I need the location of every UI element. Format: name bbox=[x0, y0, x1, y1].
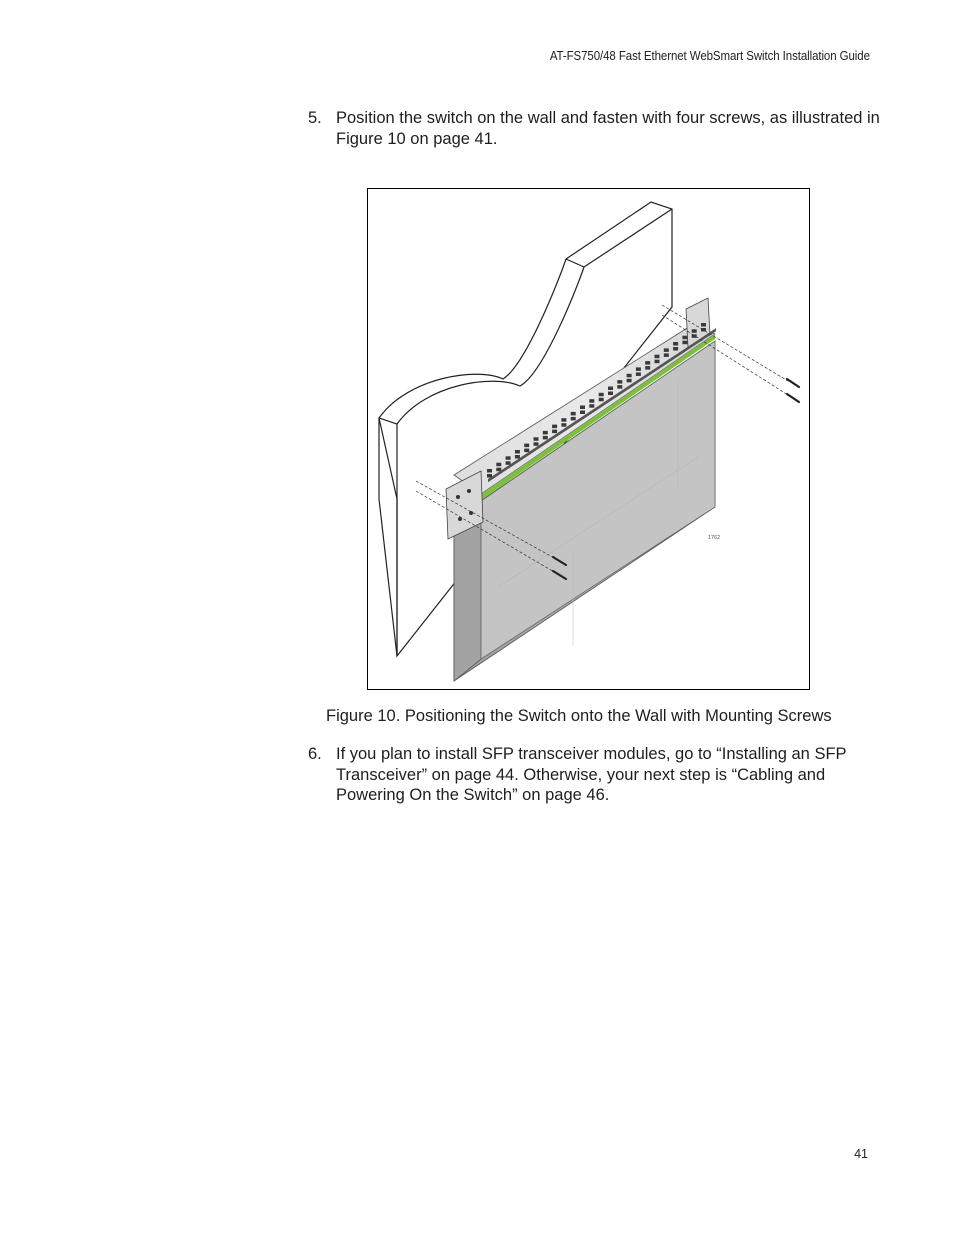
ethernet-port bbox=[655, 360, 660, 364]
ethernet-port bbox=[673, 347, 678, 351]
ethernet-port bbox=[571, 417, 576, 421]
ethernet-port bbox=[496, 468, 501, 472]
ethernet-port bbox=[515, 455, 520, 459]
step-number: 6. bbox=[308, 745, 322, 763]
step-text: Position the switch on the wall and fasten with four screws, as illustrated in Figure 10 on page 41. bbox=[336, 109, 880, 148]
ethernet-port bbox=[664, 348, 669, 352]
ethernet-port bbox=[487, 469, 492, 473]
ethernet-port bbox=[636, 367, 641, 371]
ethernet-port bbox=[571, 412, 576, 416]
ethernet-port bbox=[506, 461, 511, 465]
ethernet-port bbox=[534, 437, 539, 441]
ethernet-port bbox=[589, 404, 594, 408]
step-6 bbox=[308, 744, 888, 806]
ethernet-port bbox=[506, 456, 511, 460]
ethernet-port bbox=[543, 436, 548, 440]
ethernet-port bbox=[552, 430, 557, 434]
ethernet-port bbox=[487, 474, 492, 478]
ethernet-port bbox=[682, 341, 687, 345]
ethernet-port bbox=[682, 336, 687, 340]
ethernet-port bbox=[599, 398, 604, 402]
ethernet-port bbox=[636, 372, 641, 376]
figure-10-frame bbox=[367, 188, 810, 690]
ethernet-port bbox=[599, 393, 604, 397]
ethernet-port bbox=[645, 366, 650, 370]
ethernet-port bbox=[543, 431, 548, 435]
ethernet-port bbox=[524, 444, 529, 448]
ethernet-port bbox=[580, 411, 585, 415]
ethernet-port bbox=[589, 399, 594, 403]
wall-mount-illustration bbox=[368, 189, 810, 690]
ethernet-port bbox=[692, 334, 697, 338]
ethernet-port bbox=[580, 406, 585, 410]
ethernet-port bbox=[524, 449, 529, 453]
ethernet-port bbox=[617, 380, 622, 384]
ethernet-port bbox=[673, 342, 678, 346]
ethernet-port bbox=[561, 418, 566, 422]
figure-caption: Figure 10. Positioning the Switch onto the Wall with Mounting Screws bbox=[326, 707, 832, 725]
ethernet-port bbox=[552, 425, 557, 429]
screw-icon bbox=[787, 394, 799, 402]
screw-icon bbox=[787, 379, 799, 387]
ethernet-port bbox=[561, 423, 566, 427]
step-5 bbox=[308, 108, 888, 149]
ethernet-port bbox=[617, 385, 622, 389]
ethernet-port bbox=[701, 323, 706, 327]
ethernet-port bbox=[692, 329, 697, 333]
running-header: AT-FS750/48 Fast Ethernet WebSmart Switch Installation Guide bbox=[549, 49, 870, 63]
ethernet-port bbox=[534, 442, 539, 446]
page-number: 41 bbox=[854, 1147, 868, 1161]
step-text: If you plan to install SFP transceiver modules, go to “Installing an SFP Transceiver” on page 44. Otherwise, your next step is “Cabling and Powering On the Switch” on page 46. bbox=[336, 745, 847, 804]
ethernet-port bbox=[645, 361, 650, 365]
art-number: 1762 bbox=[708, 535, 721, 541]
ethernet-port bbox=[627, 374, 632, 378]
ethernet-port bbox=[664, 353, 669, 357]
step-number: 5. bbox=[308, 109, 322, 127]
ethernet-port bbox=[515, 450, 520, 454]
ethernet-port bbox=[608, 387, 613, 391]
ethernet-port bbox=[608, 392, 613, 396]
ethernet-port bbox=[496, 463, 501, 467]
ethernet-port bbox=[627, 379, 632, 383]
ethernet-port bbox=[655, 355, 660, 359]
